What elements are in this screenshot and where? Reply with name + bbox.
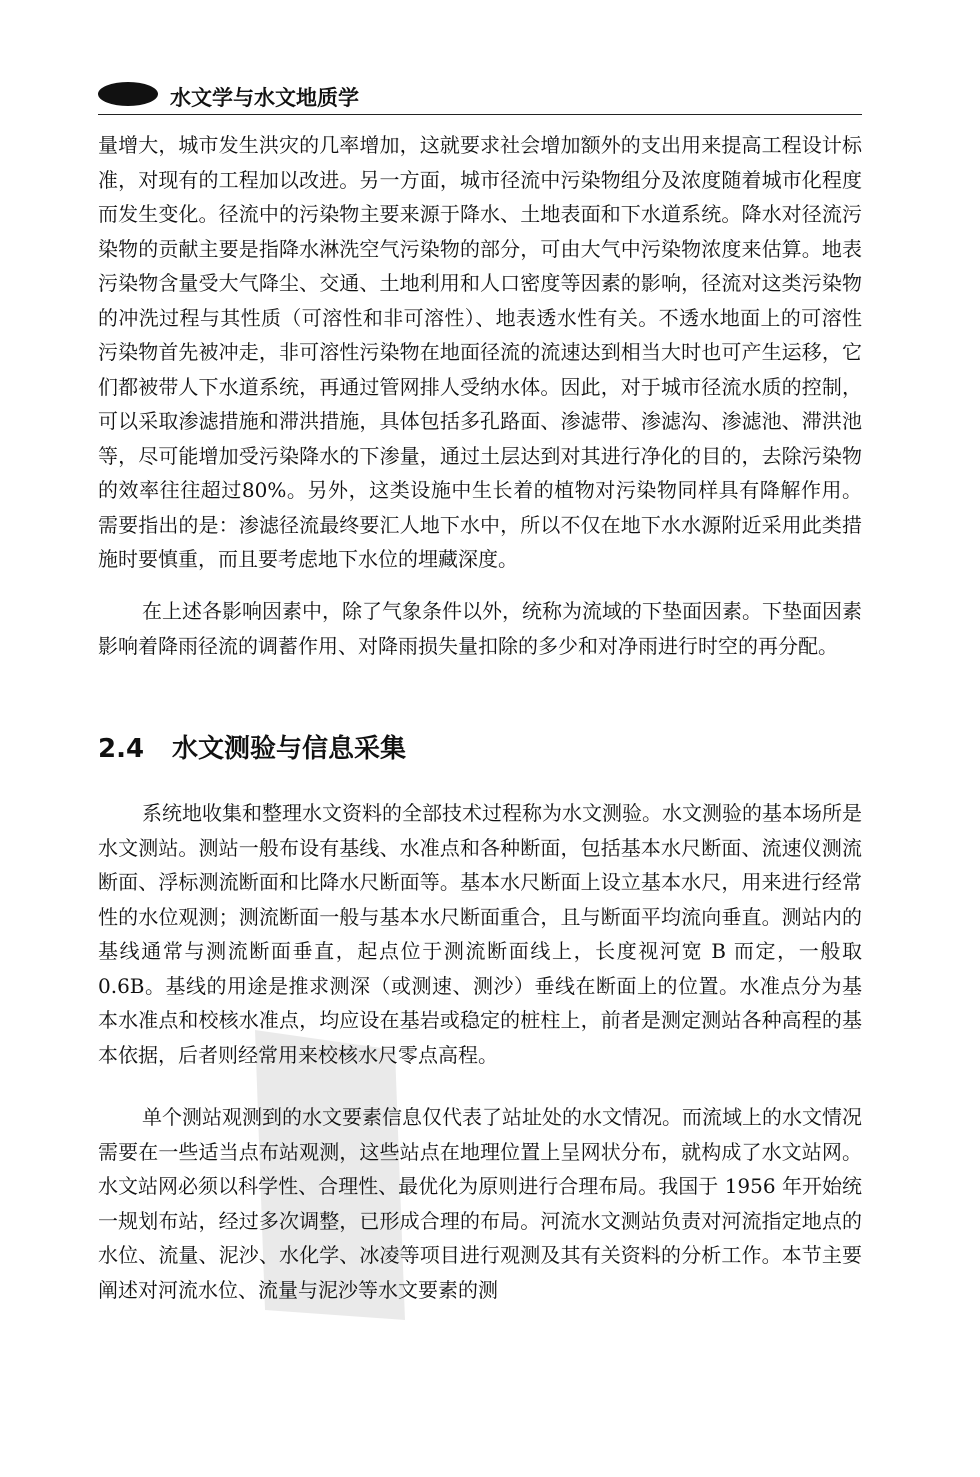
header-title: 水文学与水文地质学 (170, 86, 359, 110)
section-title: 水文测验与信息采集 (172, 734, 407, 764)
running-header (98, 78, 862, 115)
paragraph-urban-runoff: 量增大，城市发生洪灾的几率增加，这就要求社会增加额外的支出用来提高工程设计标准，对现有的工程加以改进。另一方面，城市径流中污染物组分及浓度随着城市化程度而发生变化。径流中的污染物主要来源于降水、土地表面和下水道系统。降水对径流污染物的贡献主要是指降水淋洗空气污染物的部分，可由大气中污染物浓度来估算。地表污染物含量受大气降尘、交通、土地利用和人口密度等因素的影响，径流对这类污染物的冲洗过程与其性质（可溶性和非可溶性）、地表透水性有关。不透水地面上的可溶性污染物首先被冲走，非可溶性污染物在地面径流的流速达到相当大时也可产生运移，它们都被带人下水道系统，再通过管网排人受纳水体。因此，对于城市径流水质的控制，可以采取渗滤措施和滞洪措施，具体包括多孔路面、渗滤带、渗滤沟、渗滤池、滞洪池等，尽可能增加受污染降水的下渗量，通过土层达到对其进行净化的目的，去除污染物的效率往往超过80%。另外，这类设施中生长着的植物对污染物同样具有降解作用。需要指出的是：渗滤径流最终要汇人地下水中，所以不仅在地下水水源附近采用此类措施时要慎重，而且要考虑地下水位的埋藏深度。 (98, 133, 862, 571)
header-ornament (98, 82, 158, 106)
paragraph-hydrometry: 系统地收集和整理水文资料的全部技术过程称为水文测验。水文测验的基本场所是水文测站。测站一般布设有基线、水准点和各种断面，包括基本水尺断面、流速仪测流断面、浮标测流断面和比降水尺断面等。基本水尺断面上设立基本水尺，用来进行经常性的水位观测；测流断面一般与基本水尺断面重合，且与断面平均流向垂直。测站内的基线通常与测流断面垂直，起点位于测流断面线上，长度视河宽 B 而定，一般取 0.6B。基线的用途是推求测深（或测速、测沙）垂线在断面上的位置。水准点分为基本水准点和校核水准点，均应设在基岩或稳定的桩柱上，前者是测定测站各种高程的基本依据，后者则经常用来校核水尺零点高程。 (98, 801, 862, 1067)
section-number: 2.4 (98, 734, 145, 764)
paragraph-station-network: 单个测站观测到的水文要素信息仅代表了站址处的水文情况。而流域上的水文情况需要在一些适当点布站观测，这些站点在地理位置上呈网状分布，就构成了水文站网。水文站网必须以科学性、合理性、最优化为原则进行合理布局。我国于 1956 年开始统一规划布站，经过多次调整，已形成合理的布局。河流水文测站负责对河流指定地点的水位、流量、泥沙、水化学、冰凌等项目进行观测及其有关资料的分析工作。本节主要阐述对河流水位、流量与泥沙等水文要素的测 (98, 1105, 862, 1302)
section-heading (98, 728, 862, 765)
paragraph-underlying-surface: 在上述各影响因素中，除了气象条件以外，统称为流域的下垫面因素。下垫面因素影响着降雨径流的调蓄作用、对降雨损失量扣除的多少和对净雨进行时空的再分配。 (98, 599, 862, 658)
